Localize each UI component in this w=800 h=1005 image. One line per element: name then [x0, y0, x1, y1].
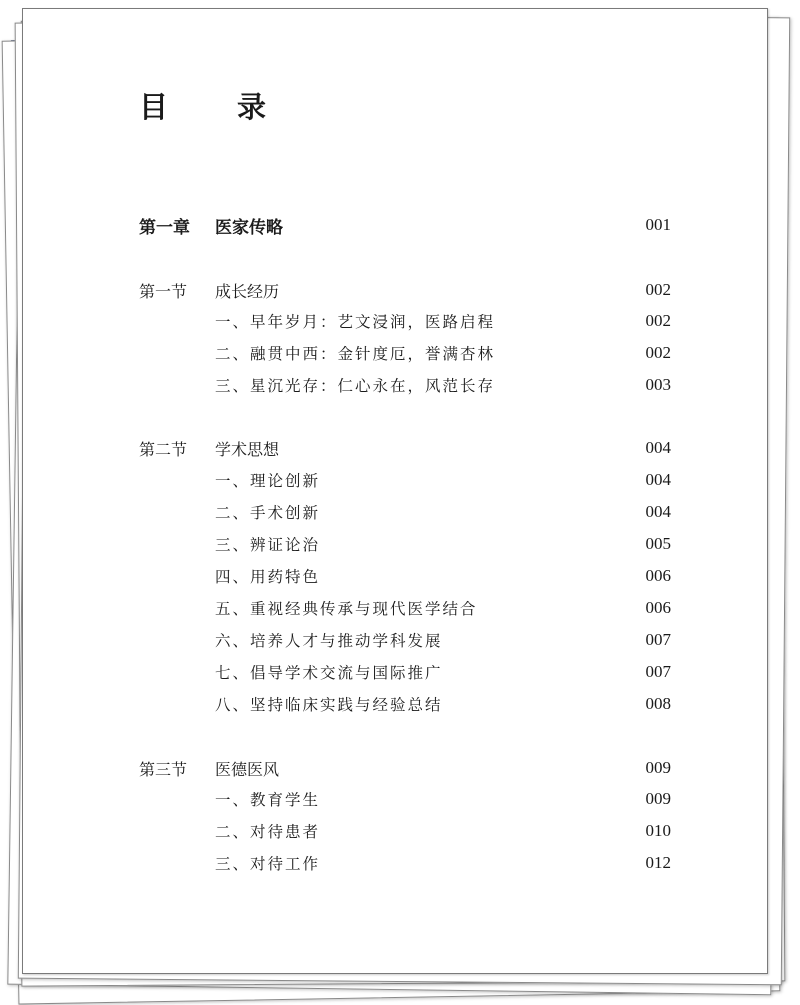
chapter-number: 第一章: [139, 217, 190, 238]
toc-item[interactable]: [139, 658, 671, 686]
toc-item[interactable]: [139, 785, 671, 813]
toc-chapter-1[interactable]: [139, 211, 671, 239]
item-title: 六、培养人才与推动学科发展: [215, 632, 443, 650]
toc-section-2[interactable]: [139, 434, 671, 462]
section-number: 第一节: [139, 281, 188, 301]
section-number: 第三节: [139, 759, 188, 779]
page-number: 004: [645, 470, 671, 489]
page-number: 002: [645, 311, 671, 330]
item-title: 五、重视经典传承与现代医学结合: [215, 600, 478, 618]
item-title: 一、理论创新: [215, 472, 321, 490]
toc-item[interactable]: [139, 594, 671, 622]
item-title: 七、倡导学术交流与国际推广: [215, 664, 443, 682]
toc-item[interactable]: [139, 562, 671, 590]
item-title: 一、教育学生: [215, 791, 321, 809]
toc-item[interactable]: [139, 371, 671, 399]
section-title: 学术思想: [215, 439, 280, 459]
toc-item[interactable]: [139, 849, 671, 877]
table-of-contents: [23, 9, 767, 973]
section-title: 成长经历: [215, 281, 280, 301]
item-title: 三、星沉光存：仁心永在，风范长存: [215, 377, 496, 395]
section-title: 医德医风: [215, 759, 280, 779]
item-title: 三、对待工作: [215, 855, 321, 873]
toc-item[interactable]: [139, 466, 671, 494]
item-title: 二、手术创新: [215, 504, 321, 522]
page-title: 目 录: [139, 90, 287, 124]
item-title: 八、坚持临床实践与经验总结: [215, 696, 443, 714]
toc-item[interactable]: [139, 307, 671, 335]
toc-page: [22, 8, 768, 974]
page-number: 010: [645, 821, 671, 840]
item-title: 二、融贯中西：金针度厄，誉满杏林: [215, 345, 496, 363]
page-number: 005: [645, 534, 671, 553]
page-number: 008: [645, 694, 671, 713]
page-number: 009: [645, 758, 671, 777]
page-number: 003: [645, 375, 671, 394]
toc-item[interactable]: [139, 498, 671, 526]
page-number: 012: [645, 853, 671, 872]
item-title: 一、早年岁月：艺文浸润，医路启程: [215, 313, 496, 331]
page-number: 002: [645, 280, 671, 299]
page-number: 002: [645, 343, 671, 362]
page-number: 007: [645, 630, 671, 649]
toc-item[interactable]: [139, 817, 671, 845]
toc-section-3[interactable]: [139, 754, 671, 782]
chapter-title: 医家传略: [215, 217, 283, 238]
page-number: 004: [645, 438, 671, 457]
toc-item[interactable]: [139, 690, 671, 718]
toc-section-1[interactable]: [139, 276, 671, 304]
page-number: 007: [645, 662, 671, 681]
toc-item[interactable]: [139, 339, 671, 367]
page-number: 006: [645, 598, 671, 617]
page-number: 006: [645, 566, 671, 585]
page-number: 004: [645, 502, 671, 521]
toc-item[interactable]: [139, 626, 671, 654]
page-number: 009: [645, 789, 671, 808]
page-number: 001: [645, 215, 671, 234]
item-title: 四、用药特色: [215, 568, 321, 586]
item-title: 二、对待患者: [215, 823, 321, 841]
section-number: 第二节: [139, 439, 188, 459]
item-title: 三、辨证论治: [215, 536, 321, 554]
toc-item[interactable]: [139, 530, 671, 558]
